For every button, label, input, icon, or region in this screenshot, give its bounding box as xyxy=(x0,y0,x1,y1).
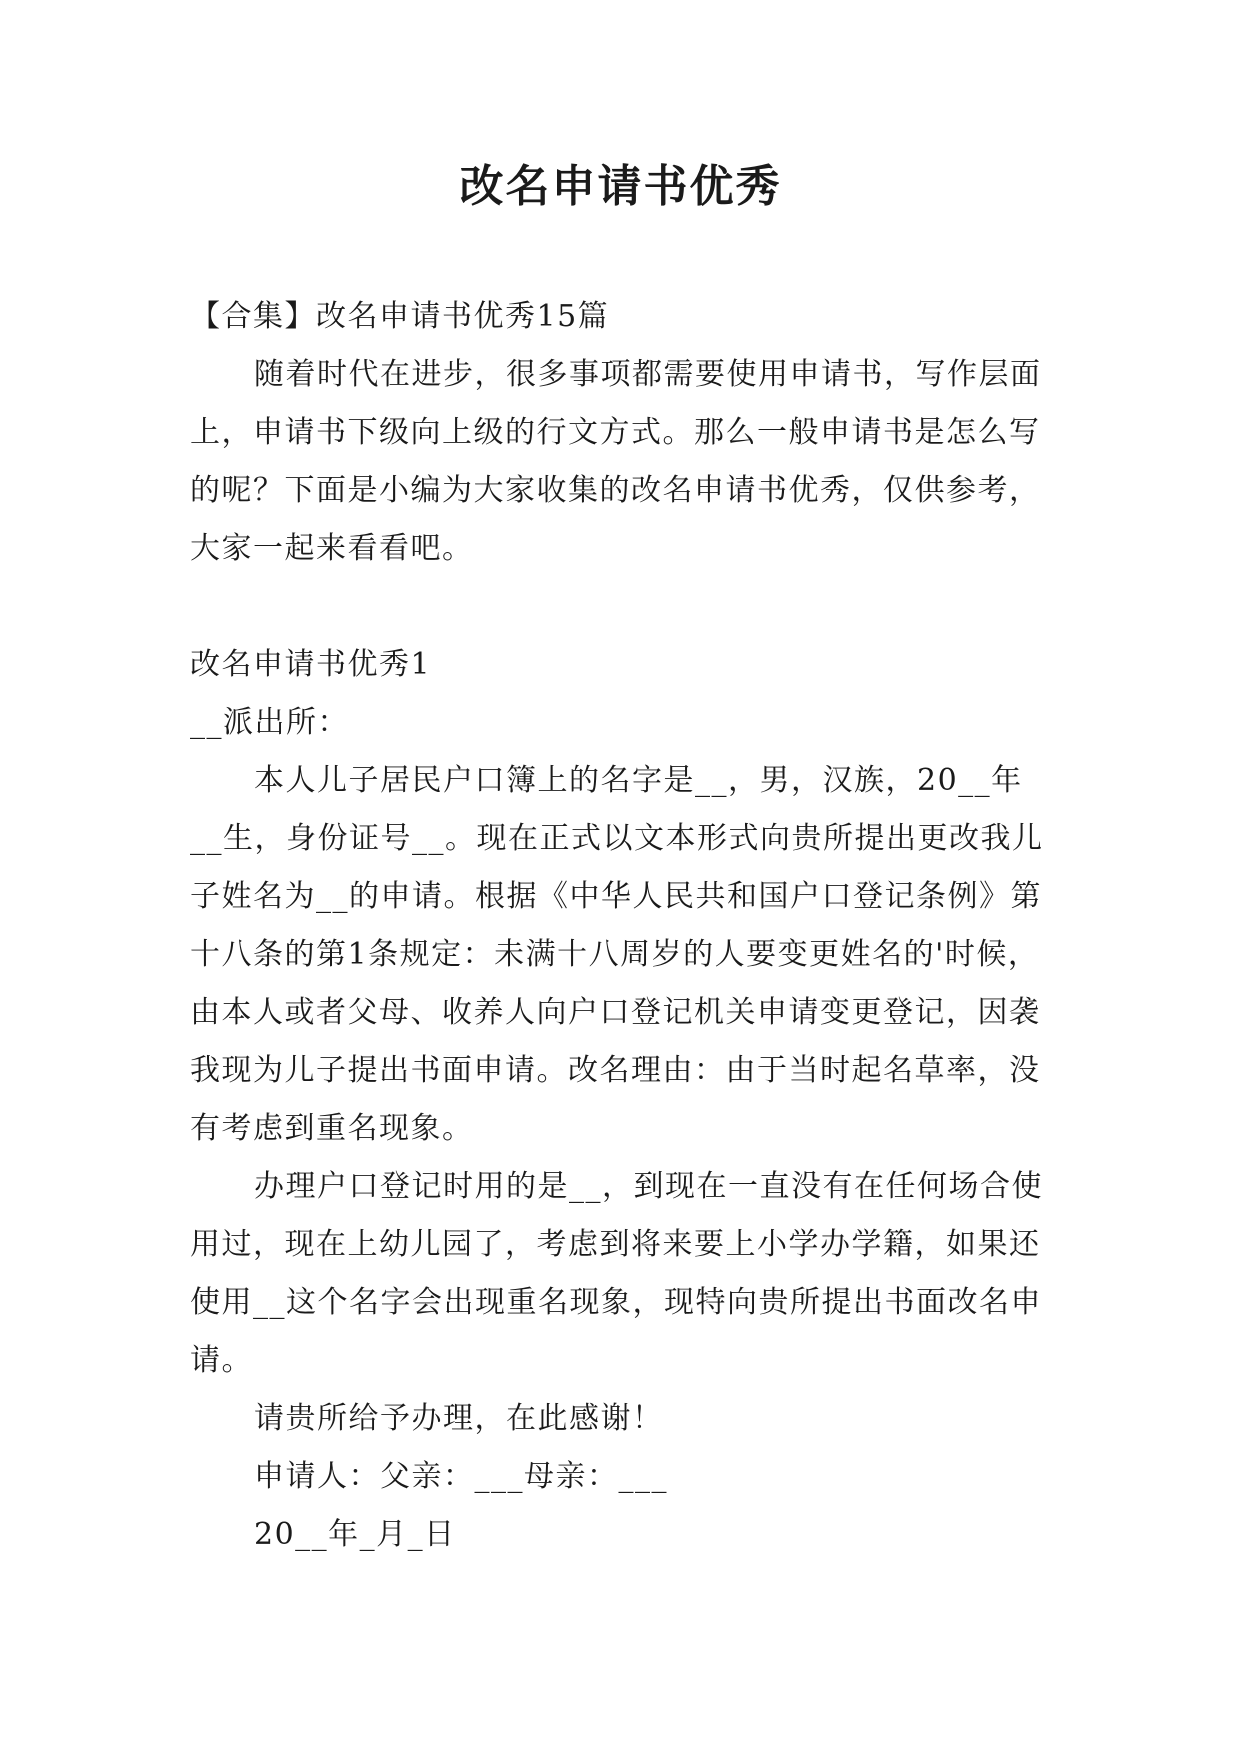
document-body xyxy=(190,288,1052,1564)
body-paragraph-2: 办理户口登记时用的是__，到现在一直没有在任何场合使用过，现在上幼儿园了，考虑到将来要上小学办学籍，如果还使用__这个名字会出现重名现象，现特向贵所提出书面改名申请。 xyxy=(190,1169,1043,1378)
section-spacer xyxy=(190,578,1052,636)
document-title: 改名申请书优秀 xyxy=(459,161,782,212)
document-subtitle: 【合集】改名申请书优秀15篇 xyxy=(190,299,610,334)
intro-paragraph: 随着时代在进步，很多事项都需要使用申请书，写作层面上，申请书下级向上级的行文方式。那么一般申请书是怎么写的呢？下面是小编为大家收集的改名申请书优秀，仅供参考，大家一起来看看吧。 xyxy=(190,357,1042,566)
applicant-line: 申请人：父亲：___母亲：___ xyxy=(254,1459,668,1494)
section-heading: 改名申请书优秀1 xyxy=(190,647,432,682)
addressee-line: __派出所： xyxy=(190,705,349,740)
closing-line: 请贵所给予办理，在此感谢！ xyxy=(254,1401,664,1436)
date-line: 20__年_月_日 xyxy=(254,1517,456,1552)
body-paragraph-1: 本人儿子居民户口簿上的名字是__，男，汉族，20__年__生，身份证号__。现在正式以文本形式向贵所提出更改我儿子姓名为__的申请。根据《中华人民共和国户口登记条例》第十八条的第1条规定：未满十八周岁的人要变更姓名的'时候，由本人或者父母、收养人向户口登记机关申请变更登记，因袭我现为儿子提出书面申请。改名理由：由于当时起名草率，没有考虑到重名现象。 xyxy=(190,763,1044,1146)
